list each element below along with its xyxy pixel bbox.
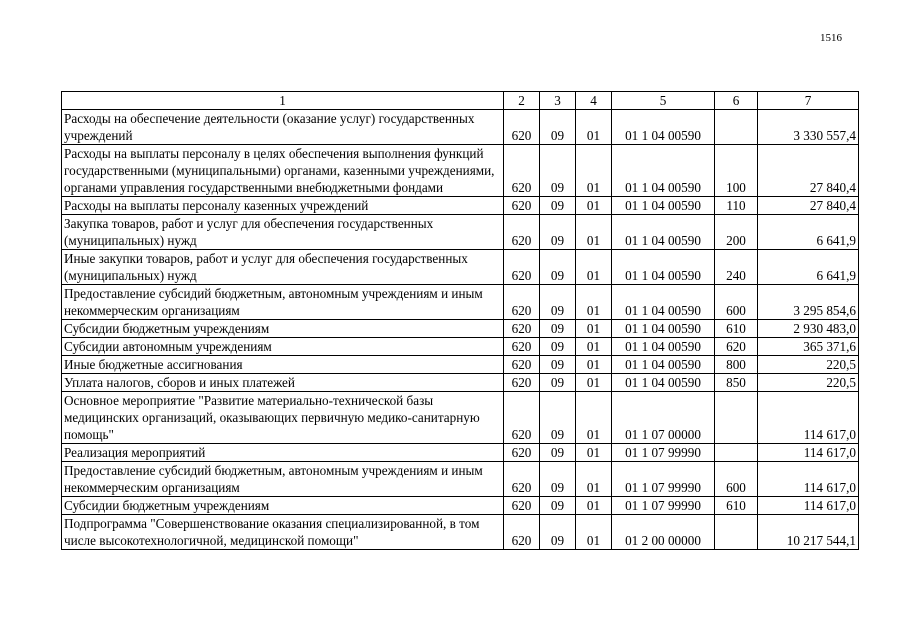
target-article-cell: 01 1 04 00590 — [612, 285, 715, 320]
amount-cell: 365 371,6 — [758, 338, 859, 356]
amount-cell: 3 295 854,6 — [758, 285, 859, 320]
expense-type-cell: 850 — [715, 374, 758, 392]
subsection-code-cell: 01 — [576, 338, 612, 356]
ministry-code-cell: 620 — [504, 285, 540, 320]
expense-type-cell: 600 — [715, 285, 758, 320]
page-number: 1516 — [820, 32, 842, 44]
ministry-code-cell: 620 — [504, 462, 540, 497]
target-article-cell: 01 1 04 00590 — [612, 374, 715, 392]
table-row — [62, 250, 859, 285]
ministry-code-cell: 620 — [504, 497, 540, 515]
amount-cell: 114 617,0 — [758, 444, 859, 462]
table-row — [62, 392, 859, 444]
section-code-cell: 09 — [540, 285, 576, 320]
ministry-code-cell: 620 — [504, 145, 540, 197]
section-code-cell: 09 — [540, 374, 576, 392]
row-name-cell: Субсидии бюджетным учреждениям — [62, 320, 504, 338]
subsection-code-cell: 01 — [576, 110, 612, 145]
amount-cell: 6 641,9 — [758, 250, 859, 285]
amount-cell: 220,5 — [758, 374, 859, 392]
table-row — [62, 197, 859, 215]
table-row — [62, 145, 859, 197]
amount-cell: 114 617,0 — [758, 462, 859, 497]
row-name-cell: Расходы на выплаты персоналу казенных учреждений — [62, 197, 504, 215]
section-code-cell: 09 — [540, 197, 576, 215]
row-name-cell: Субсидии автономным учреждениям — [62, 338, 504, 356]
expense-type-cell: 240 — [715, 250, 758, 285]
subsection-code-cell: 01 — [576, 215, 612, 250]
col-header: 5 — [612, 92, 715, 110]
table-row — [62, 462, 859, 497]
row-name-cell: Закупка товаров, работ и услуг для обеспечения государственных (муниципальных) нужд — [62, 215, 504, 250]
amount-cell: 3 330 557,4 — [758, 110, 859, 145]
section-code-cell: 09 — [540, 392, 576, 444]
target-article-cell: 01 1 07 99990 — [612, 497, 715, 515]
ministry-code-cell: 620 — [504, 197, 540, 215]
amount-cell: 10 217 544,1 — [758, 515, 859, 550]
col-header: 2 — [504, 92, 540, 110]
amount-cell: 2 930 483,0 — [758, 320, 859, 338]
section-code-cell: 09 — [540, 320, 576, 338]
target-article-cell: 01 1 07 99990 — [612, 462, 715, 497]
col-header: 7 — [758, 92, 859, 110]
expense-type-cell — [715, 110, 758, 145]
row-name-cell: Подпрограмма "Совершенствование оказания специализированной, в том числе высокотехнологичной, медицинской помощи" — [62, 515, 504, 550]
ministry-code-cell: 620 — [504, 215, 540, 250]
col-header: 3 — [540, 92, 576, 110]
ministry-code-cell: 620 — [504, 110, 540, 145]
section-code-cell: 09 — [540, 215, 576, 250]
section-code-cell: 09 — [540, 515, 576, 550]
table-row — [62, 356, 859, 374]
target-article-cell: 01 1 04 00590 — [612, 320, 715, 338]
subsection-code-cell: 01 — [576, 392, 612, 444]
subsection-code-cell: 01 — [576, 250, 612, 285]
expense-type-cell: 610 — [715, 320, 758, 338]
col-header: 6 — [715, 92, 758, 110]
ministry-code-cell: 620 — [504, 515, 540, 550]
section-code-cell: 09 — [540, 110, 576, 145]
amount-cell: 27 840,4 — [758, 145, 859, 197]
section-code-cell: 09 — [540, 497, 576, 515]
ministry-code-cell: 620 — [504, 338, 540, 356]
row-name-cell: Реализация мероприятий — [62, 444, 504, 462]
expense-type-cell: 620 — [715, 338, 758, 356]
table-row — [62, 320, 859, 338]
row-name-cell: Предоставление субсидий бюджетным, автономным учреждениям и иным некоммерческим организациям — [62, 285, 504, 320]
ministry-code-cell: 620 — [504, 444, 540, 462]
amount-cell: 114 617,0 — [758, 392, 859, 444]
subsection-code-cell: 01 — [576, 462, 612, 497]
ministry-code-cell: 620 — [504, 320, 540, 338]
row-name-cell: Иные бюджетные ассигнования — [62, 356, 504, 374]
subsection-code-cell: 01 — [576, 320, 612, 338]
row-name-cell: Расходы на выплаты персоналу в целях обеспечения выполнения функций государственными (муниципальными) органами, казенными учреждениями, органами управления государственными внебюджетными фондами — [62, 145, 504, 197]
section-code-cell: 09 — [540, 250, 576, 285]
subsection-code-cell: 01 — [576, 374, 612, 392]
amount-cell: 220,5 — [758, 356, 859, 374]
expense-type-cell: 100 — [715, 145, 758, 197]
target-article-cell: 01 1 07 99990 — [612, 444, 715, 462]
table-row — [62, 110, 859, 145]
row-name-cell: Основное мероприятие "Развитие материально-технической базы медицинских организаций, оказывающих первичную медико-санитарную помощь" — [62, 392, 504, 444]
subsection-code-cell: 01 — [576, 497, 612, 515]
subsection-code-cell: 01 — [576, 145, 612, 197]
subsection-code-cell: 01 — [576, 197, 612, 215]
ministry-code-cell: 620 — [504, 356, 540, 374]
row-name-cell: Субсидии бюджетным учреждениям — [62, 497, 504, 515]
target-article-cell: 01 1 07 00000 — [612, 392, 715, 444]
section-code-cell: 09 — [540, 338, 576, 356]
subsection-code-cell: 01 — [576, 285, 612, 320]
table-header-row — [62, 92, 859, 110]
section-code-cell: 09 — [540, 356, 576, 374]
target-article-cell: 01 1 04 00590 — [612, 338, 715, 356]
target-article-cell: 01 1 04 00590 — [612, 356, 715, 374]
table-row — [62, 338, 859, 356]
expense-type-cell: 600 — [715, 462, 758, 497]
ministry-code-cell: 620 — [504, 374, 540, 392]
amount-cell: 27 840,4 — [758, 197, 859, 215]
row-name-cell: Уплата налогов, сборов и иных платежей — [62, 374, 504, 392]
expense-type-cell: 110 — [715, 197, 758, 215]
ministry-code-cell: 620 — [504, 250, 540, 285]
col-header: 4 — [576, 92, 612, 110]
target-article-cell: 01 1 04 00590 — [612, 215, 715, 250]
expense-type-cell — [715, 444, 758, 462]
row-name-cell: Расходы на обеспечение деятельности (оказание услуг) государственных учреждений — [62, 110, 504, 145]
target-article-cell: 01 1 04 00590 — [612, 197, 715, 215]
expense-type-cell: 200 — [715, 215, 758, 250]
amount-cell: 114 617,0 — [758, 497, 859, 515]
table-row — [62, 497, 859, 515]
target-article-cell: 01 1 04 00590 — [612, 110, 715, 145]
section-code-cell: 09 — [540, 145, 576, 197]
row-name-cell: Предоставление субсидий бюджетным, автономным учреждениям и иным некоммерческим организациям — [62, 462, 504, 497]
table-row — [62, 374, 859, 392]
expense-type-cell — [715, 392, 758, 444]
expense-type-cell: 610 — [715, 497, 758, 515]
table-row — [62, 444, 859, 462]
section-code-cell: 09 — [540, 444, 576, 462]
subsection-code-cell: 01 — [576, 444, 612, 462]
target-article-cell: 01 1 04 00590 — [612, 250, 715, 285]
table-row — [62, 515, 859, 550]
expense-type-cell: 800 — [715, 356, 758, 374]
table-row — [62, 215, 859, 250]
expense-type-cell — [715, 515, 758, 550]
section-code-cell: 09 — [540, 462, 576, 497]
subsection-code-cell: 01 — [576, 515, 612, 550]
subsection-code-cell: 01 — [576, 356, 612, 374]
budget-table — [61, 91, 859, 550]
ministry-code-cell: 620 — [504, 392, 540, 444]
col-header: 1 — [62, 92, 504, 110]
amount-cell: 6 641,9 — [758, 215, 859, 250]
table-row — [62, 285, 859, 320]
row-name-cell: Иные закупки товаров, работ и услуг для обеспечения государственных (муниципальных) нужд — [62, 250, 504, 285]
target-article-cell: 01 2 00 00000 — [612, 515, 715, 550]
target-article-cell: 01 1 04 00590 — [612, 145, 715, 197]
